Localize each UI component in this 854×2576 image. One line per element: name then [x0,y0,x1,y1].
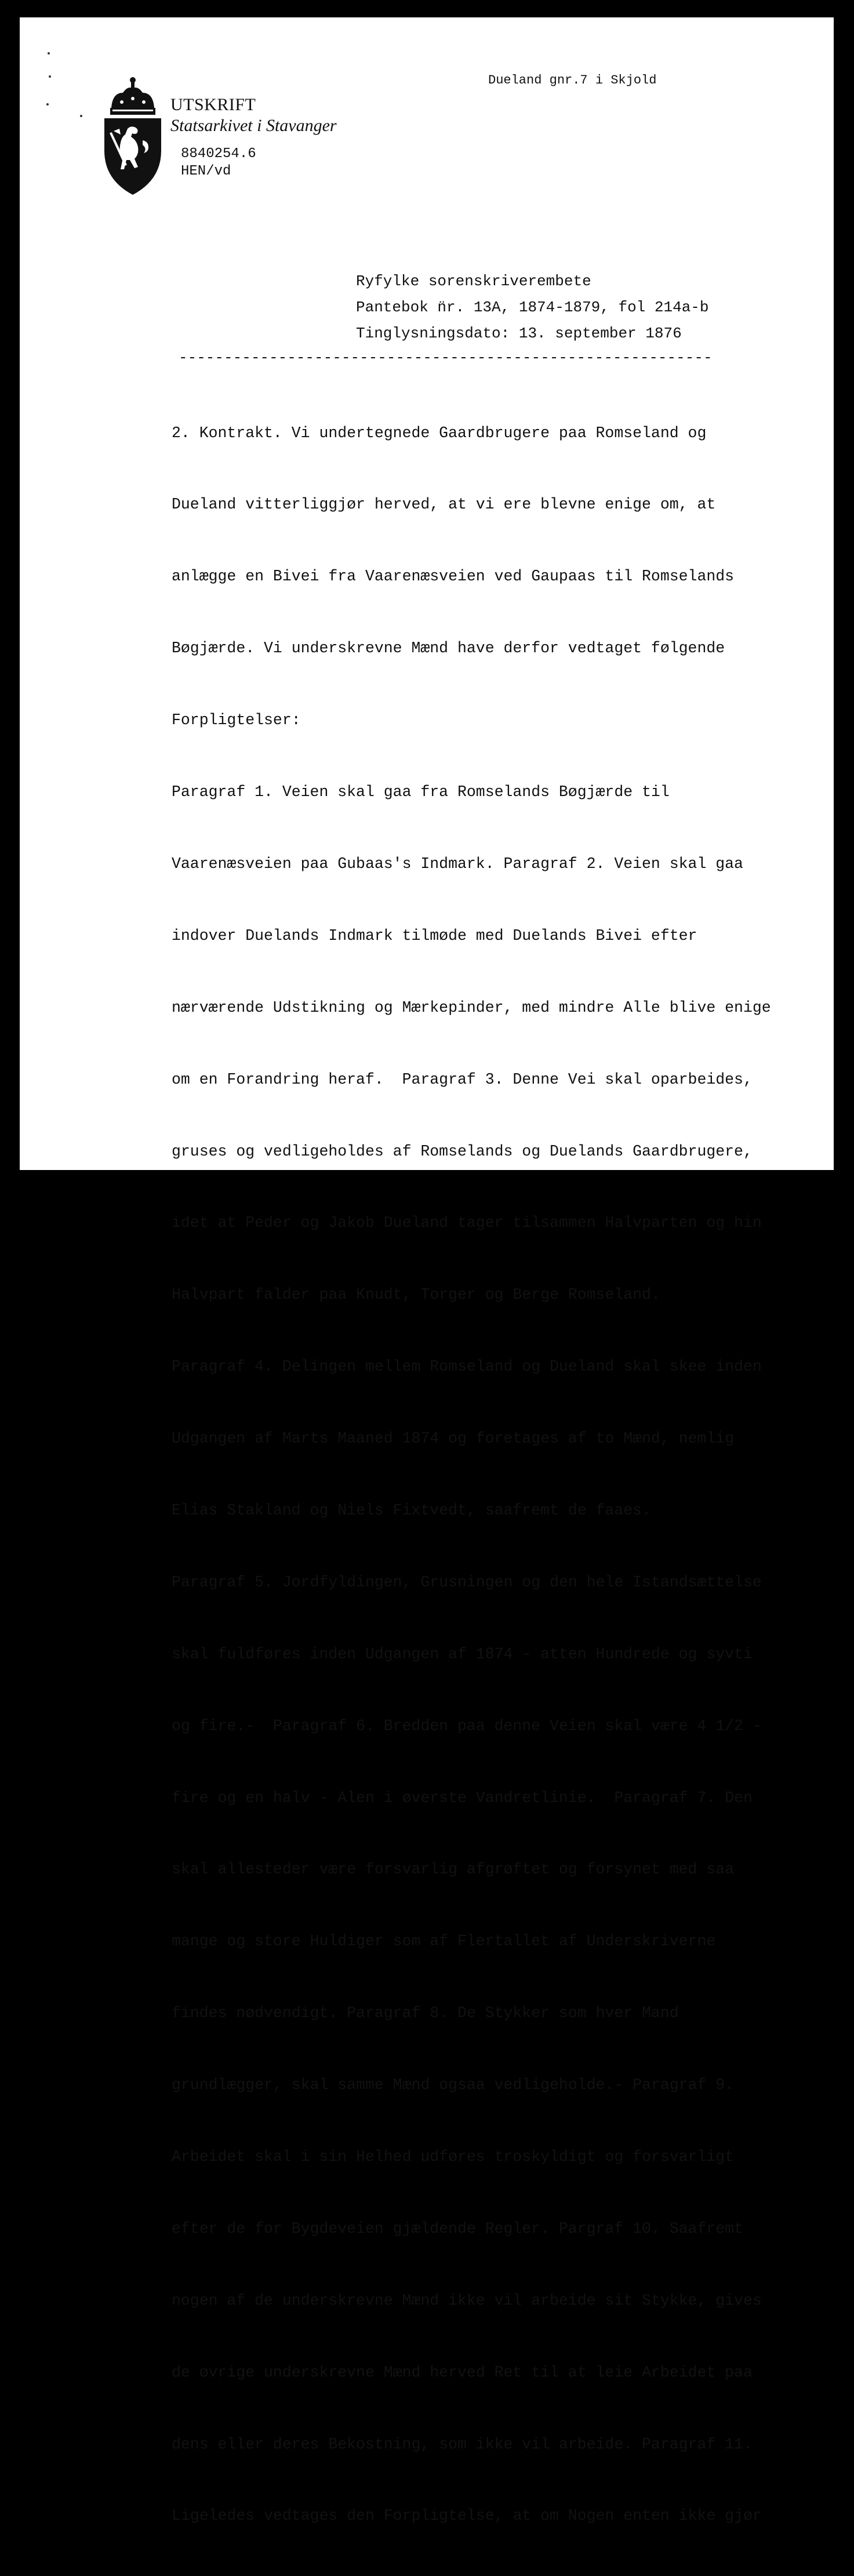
body-line: Vaarenæsveien paa Gubaas's Indmark. Paragraf 2. Veien skal gaa [172,855,743,873]
body-line: gruses og vedligeholdes af Romselands og Duelands Gaardbrugere, [172,1142,753,1160]
body-line: Halvpart falder paa Knudt, Torger og Berge Romseland. [172,1286,660,1304]
body-line: nærværende Udstikning og Mærkepinder, med mindre Alle blive enige [172,998,771,1016]
body-line: Dueland vitterliggjør herved, at vi ere blevne enige om, at [172,496,716,514]
norwegian-coat-of-arms-icon [101,75,165,196]
scan-speck [48,52,50,55]
body-line: idet at Peder og Jakob Dueland tager tilsammen Halvparten og hin [172,1214,762,1232]
scan-speck [49,75,51,78]
archive-name: Statsarkivet i Stavanger [170,116,337,135]
body-line: skal allesteder være forsvarlig afgrøftet og forsynet med saa [172,1861,735,1879]
body-line: anlægge en Bivei fra Vaarenæsveien ved Gaupaas til Romselands [172,568,735,586]
source-office: Ryfylke sorenskriverembete [356,273,591,290]
source-book: Pantebok n̈r. 13A, 1874-1879, fol 214a-b [356,299,709,316]
scan-speck [80,115,82,117]
body-line: nogen af de underskrevne Mænd ikke vil arbeide sit Stykke, gives [172,2291,762,2309]
body-line: Paragraf 5. Jordfyldingen, Grusningen og den hele Istandsættelse [172,1573,762,1591]
body-line: 2. Kontrakt. Vi undertegnede Gaardbrugere paa Romseland og [172,424,707,442]
stamp-title: UTSKRIFT [170,95,256,114]
body-line: Udgangen af Marts Maaned 1874 og foretages af to Mænd, nemlig [172,1430,735,1448]
body-line: skal fuldføres inden Udgangen af 1874 - atten Hundrede og syvti [172,1645,753,1663]
body-line: grundlægger, skal samme Mænd ogsaa vedligeholde.- Paragraf 9. [172,2076,735,2094]
body-line: indover Duelands Indmark tilmøde med Duelands Bivei efter [172,927,697,944]
signature-code: HEN/vd [181,164,231,179]
body-line: Bøgjærde. Vi underskrevne Mænd have derfor vedtaget følgende [172,640,725,657]
body-line: efter de for Bygdeveien gjældende Regler. Pargraf 10. Saafremt [172,2219,743,2237]
scan-speck [46,103,49,106]
body-line: de øvrige underskrevne Mænd herved Ret til at leie Arbeidet paa [172,2363,753,2381]
body-line: Paragraf 4. Delingen mellem Romseland og Dueland skal skee inden [172,1358,762,1376]
body-line: Arbeidet skal i sin Helhed udføres troskyldigt og forsvarligt [172,2148,735,2166]
body-line: om en Forandring heraf. Paragraf 3. Denne Vei skal oparbeides, [172,1070,753,1088]
document-page [20,17,834,2525]
body-line: mange og store Huldiger som af Flertallet af Underskriverne [172,1932,716,1950]
property-reference: Dueland gnr.7 i Skjold [488,73,657,88]
body-line: Paragraf 1. Veien skal gaa fra Romselands Bøgjærde til [172,783,670,801]
body-line: og fire.- Paragraf 6. Bredden paa denne Veien skal være 4 1/2 - [172,1717,762,1735]
body-line: findes nødvendigt. Paragraf 8. De Stykker som hver Mand [172,2004,679,2022]
body-line: Forpligtelser: [172,711,301,729]
body-line: fire og en halv - Alen i øverste Vandretlinie. Paragraf 7. Den [172,1789,753,1807]
document-number: 8840254.6 [181,146,256,162]
source-registration-date: Tinglysningsdato: 13. september 1876 [356,325,682,342]
body-line: Ligeledes vedtages den Forpligtelse, at om Nogen enten ikke gjør [172,2507,762,2525]
body-line: Elias Stakland og Niels Fixtvedt, saafremt de faaes. [172,1501,651,1519]
body-line: dens eller deres Bekostning, som ikke vil arbeide. Paragraf 11. [172,2435,753,2453]
separator-line: ----------------------------------------------------------- [179,349,713,366]
transcription-body [172,373,771,2576]
